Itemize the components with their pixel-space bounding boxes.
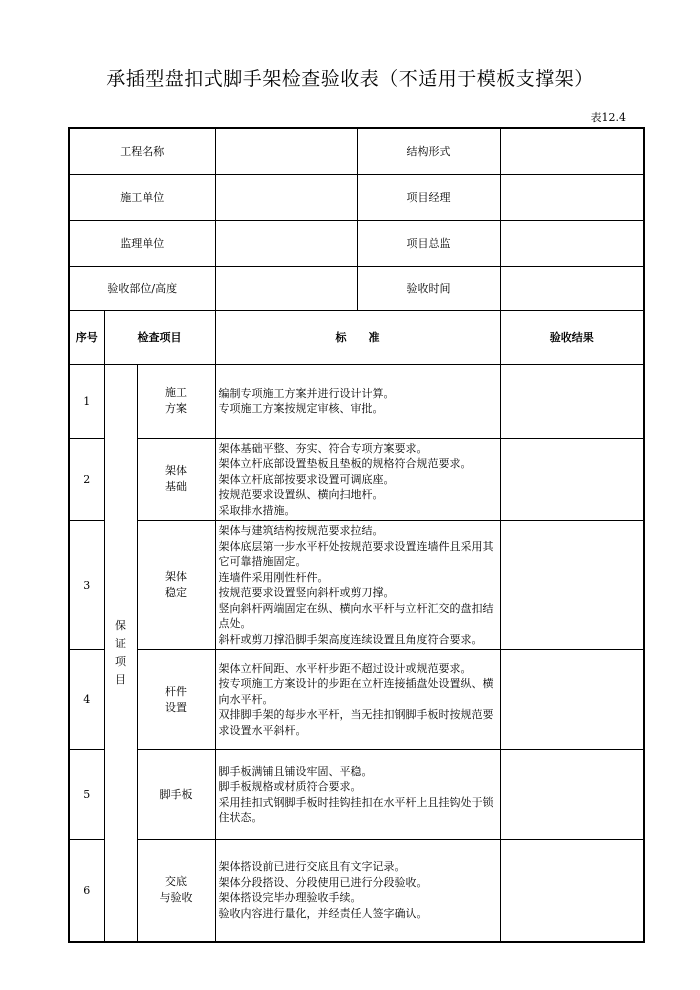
standard-line: 采取排水措施。 xyxy=(218,503,296,517)
result-field[interactable] xyxy=(500,840,644,942)
info-label: 验收时间 xyxy=(357,266,500,310)
standard-cell xyxy=(215,364,500,438)
category-char: 项 xyxy=(115,654,126,668)
category-cell xyxy=(104,364,137,942)
check-item xyxy=(137,438,215,521)
standard-cell xyxy=(215,840,500,942)
category-char: 证 xyxy=(115,636,126,650)
standard-line: 按规范要求设置竖向斜杆或剪刀撑。 xyxy=(218,586,395,599)
info-row xyxy=(69,220,644,266)
row-number: 2 xyxy=(69,438,104,521)
result-field[interactable] xyxy=(500,750,644,840)
row-number: 1 xyxy=(69,364,104,438)
header-item: 检查项目 xyxy=(104,310,215,364)
standard-line: 按规范要求设置纵、横向扫地杆。 xyxy=(218,488,384,501)
info-value-field[interactable] xyxy=(215,266,357,310)
check-item-line: 稳定 xyxy=(165,586,188,599)
info-row xyxy=(69,266,644,310)
info-label: 监理单位 xyxy=(69,220,215,266)
standard-cell xyxy=(215,650,500,750)
result-field[interactable] xyxy=(500,521,644,650)
standard-line: 连墙件采用刚性杆件。 xyxy=(218,570,329,584)
standard-line: 架体搭设前已进行交底且有文字记录。 xyxy=(218,860,406,874)
info-label: 工程名称 xyxy=(69,128,215,174)
table-header-row xyxy=(69,310,644,364)
standard-line: 验收内容进行量化，并经责任人签字确认。 xyxy=(218,906,428,920)
check-item-line: 基础 xyxy=(165,480,188,494)
info-label: 验收部位/高度 xyxy=(69,266,215,310)
standard-line: 架体立杆底部设置垫板且垫板的规格符合规范要求。 xyxy=(218,457,472,470)
info-value-field[interactable] xyxy=(215,220,357,266)
check-item xyxy=(137,364,215,438)
check-item-line: 架体 xyxy=(165,464,188,478)
standard-line: 专项施工方案按规定审核、审批。 xyxy=(218,402,384,415)
info-label: 施工单位 xyxy=(69,174,215,220)
standard-line: 架体与建筑结构按规范要求拉结。 xyxy=(218,524,384,537)
standard-line: 编制专项施工方案并进行设计计算。 xyxy=(218,386,395,400)
standard-line: 架体立杆底部按要求设置可调底座。 xyxy=(218,472,395,486)
info-value-field[interactable] xyxy=(500,220,644,266)
check-item-line: 架体 xyxy=(165,570,188,583)
info-value-field[interactable] xyxy=(500,266,644,310)
table-row xyxy=(69,521,644,650)
standard-line: 架体底层第一步水平杆处按规范要求设置连墙件且采用其它可靠措施固定。 xyxy=(218,539,494,568)
form-number: 表12.4 xyxy=(590,111,626,124)
standard-line: 双排脚手架的每步水平杆，当无挂扣钢脚手板时按规范要求设置水平斜杆。 xyxy=(218,708,494,737)
check-item xyxy=(137,521,215,650)
standard-cell xyxy=(215,750,500,840)
standard-line: 脚手板满铺且铺设牢固、平稳。 xyxy=(218,764,373,778)
header-result: 验收结果 xyxy=(500,310,644,364)
info-label: 项目经理 xyxy=(357,174,500,220)
info-label: 项目总监 xyxy=(357,220,500,266)
standard-line: 架体分段搭设、分段使用已进行分段验收。 xyxy=(218,875,428,889)
standard-line: 架体基础平整、夯实、符合专项方案要求。 xyxy=(218,441,428,455)
check-item-line: 交底 xyxy=(165,875,188,889)
inspection-form xyxy=(68,127,645,943)
table-row xyxy=(69,364,644,438)
info-label: 结构形式 xyxy=(357,128,500,174)
row-number: 5 xyxy=(69,750,104,840)
info-value-field[interactable] xyxy=(215,174,357,220)
result-field[interactable] xyxy=(500,438,644,521)
table-row xyxy=(69,650,644,750)
standard-line: 按专项施工方案设计的步距在立杆连接插盘处设置纵、横向水平杆。 xyxy=(218,677,494,706)
result-field[interactable] xyxy=(500,364,644,438)
table-row xyxy=(69,840,644,942)
check-item xyxy=(137,840,215,942)
check-item-line: 杆件 xyxy=(165,684,188,698)
standard-line: 架体立杆间距、水平杆步距不超过设计或规范要求。 xyxy=(218,661,472,675)
standard-line: 斜杆或剪刀撑沿脚手架高度连续设置且角度符合要求。 xyxy=(218,632,483,646)
row-number: 3 xyxy=(69,521,104,650)
category-char: 保 xyxy=(115,618,126,632)
info-row xyxy=(69,128,644,174)
check-item-line: 与验收 xyxy=(159,891,193,905)
standard-cell xyxy=(215,438,500,521)
table-row xyxy=(69,750,644,840)
check-item-line: 方案 xyxy=(165,402,188,415)
check-item-line: 施工 xyxy=(165,386,188,399)
standard-line: 竖向斜杆两端固定在纵、横向水平杆与立杆汇交的盘扣结点处。 xyxy=(218,601,494,630)
standard-line: 脚手板规格或材质符合要求。 xyxy=(218,780,362,793)
standard-line: 采用挂扣式钢脚手板时挂钩挂扣在水平杆上且挂钩处于锁住状态。 xyxy=(218,795,494,824)
row-number: 4 xyxy=(69,650,104,750)
row-number: 6 xyxy=(69,840,104,942)
category-char: 目 xyxy=(115,672,126,686)
table-row xyxy=(69,438,644,521)
check-item-line: 设置 xyxy=(165,700,188,714)
check-item xyxy=(137,750,215,840)
info-row xyxy=(69,174,644,220)
header-no: 序号 xyxy=(69,310,104,364)
standard-cell xyxy=(215,521,500,650)
info-value-field[interactable] xyxy=(500,174,644,220)
header-standard: 标 准 xyxy=(215,310,500,364)
info-value-field[interactable] xyxy=(500,128,644,174)
result-field[interactable] xyxy=(500,650,644,750)
standard-line: 架体搭设完毕办理验收手续。 xyxy=(218,891,362,905)
document-title: 承插型盘扣式脚手架检查验收表（不适用于模板支撑架） xyxy=(106,68,594,90)
info-value-field[interactable] xyxy=(215,128,357,174)
check-item xyxy=(137,650,215,750)
check-item-line: 脚手板 xyxy=(159,787,193,801)
